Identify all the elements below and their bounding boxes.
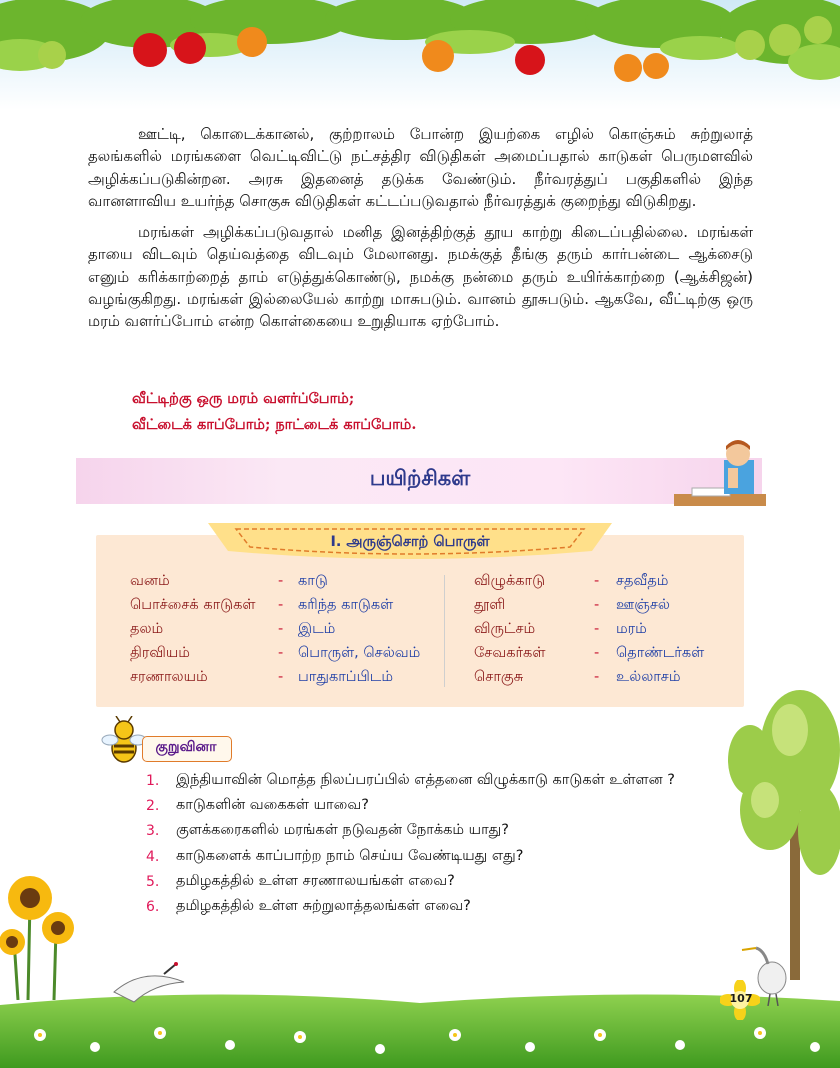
question-text: குளக்கரைகளில் மரங்கள் நடுவதன் நோக்கம் யாது? (176, 822, 509, 838)
glossary-dash: - (594, 573, 600, 589)
glossary-meaning: இடம் (298, 621, 336, 637)
glossary-meaning: உல்லாசம் (616, 669, 681, 685)
question-number: 6. (146, 899, 160, 915)
glossary-meaning: காடு (298, 573, 328, 589)
sunflower-icon (8, 876, 52, 920)
slogan-line: வீட்டைக் காப்போம்; நாட்டைக் காப்போம். (132, 416, 417, 433)
crane-bird-icon (104, 962, 188, 1010)
glossary-term: திரவியம் (130, 645, 190, 661)
glossary-dash: - (278, 645, 284, 661)
glossary-term: சேவகர்கள் (474, 645, 546, 661)
bee-mascot-icon (100, 716, 146, 766)
glossary-dash: - (594, 645, 600, 661)
glossary-title: I. அருஞ்சொற் பொருள் (330, 534, 490, 550)
question-number: 4. (146, 849, 160, 865)
glossary-term: சரணாலயம் (130, 669, 208, 685)
glossary-meaning: தொண்டர்கள் (616, 645, 705, 661)
glossary-meaning: ஊஞ்சல் (616, 597, 670, 613)
sunflower-icon (0, 929, 25, 955)
question-number: 2. (146, 798, 160, 814)
question-text: தமிழகத்தில் உள்ள சுற்றுலாத்தலங்கள் எவை? (176, 898, 471, 914)
glossary-meaning: பாதுகாப்பிடம் (298, 669, 394, 685)
glossary-term: சொகுசு (474, 669, 524, 685)
glossary-dash: - (278, 597, 284, 613)
glossary-divider (444, 575, 445, 687)
glossary-meaning: மரம் (616, 621, 647, 637)
slogan-line: வீட்டிற்கு ஒரு மரம் வளர்ப்போம்; (132, 390, 355, 407)
glossary-term: தலம் (130, 621, 164, 637)
glossary-term: பொச்சைக் காடுகள் (130, 597, 256, 613)
glossary-term: வனம் (130, 573, 170, 589)
question-number: 3. (146, 823, 160, 839)
paragraph-trees-benefit: மரங்கள் அழிக்கப்படுவதால் மனித இனத்திற்குத் தூய காற்று கிடைப்பதில்லை. மரங்கள் தாயை விடவும் தெய்வத்தை விடவும் மேலானது. நமக்குத் தீங்கு தரும் கார்பன்டை ஆக்சைடு எனும் கரிக்காற்றைத் தாம் எடுத்துக்கொண்டு, நமக்கு நன்மை தரும் உயிர்க்காற்றை (ஆக்சிஜன்) வழங்குகிறது. மரங்கள் இல்லையேல் காற்று மாசுபடும். வானம் தூசுபடும். ஆகவே, வீட்டிற்கு ஒரு மரம் வளர்ப்போம் என்ற கொள்கையை உறுதியாக ஏற்போம். (88, 223, 753, 331)
student-studying-icon (674, 438, 766, 508)
slogan (132, 386, 416, 438)
glossary-term: தூளி (474, 597, 506, 613)
question-text: இந்தியாவின் மொத்த நிலப்பரப்பில் எத்தனை விழுக்காடு காடுகள் உள்ளன ? (176, 772, 675, 788)
question-text: காடுகளின் வகைகள் யாவை? (176, 797, 369, 813)
sunflower-icon (42, 912, 74, 944)
glossary-dash: - (278, 669, 284, 685)
glossary-dash: - (594, 597, 600, 613)
body-paragraphs (88, 123, 753, 333)
question-number: 1. (146, 773, 160, 789)
glossary-term: விழுக்காடு (474, 573, 546, 589)
glossary-meaning: சதவீதம் (616, 573, 669, 589)
question-text: காடுகளைக் காப்பாற்ற நாம் செய்ய வேண்டியது எது? (176, 848, 524, 864)
short-question-label: குறுவினா (155, 739, 217, 755)
glossary-dash: - (594, 669, 600, 685)
glossary-dash: - (594, 621, 600, 637)
glossary-meaning: பொருள், செல்வம் (298, 645, 421, 661)
page-number: 107 (729, 992, 753, 1005)
glossary-meaning: கரிந்த காடுகள் (298, 597, 394, 613)
glossary-dash: - (278, 573, 284, 589)
paragraph-tourist-spots: ஊட்டி, கொடைக்கானல், குற்றாலம் போன்ற இயற்கை எழில் கொஞ்சும் சுற்றுலாத் தலங்களில் மரங்களை வெட்டிவிட்டு நட்சத்திர விடுதிகள் அமைப்பதால் காடுகள் பெருமளவில் அழிக்கப்படுகின்றன. அரசு இதனைத் தடுக்க வேண்டும். நீர்வரத்துப் பகுதிகளில் இந்த வானளாவிய உயர்ந்த சொகுசு விடுதிகள் கட்டப்படுவதால் நீர்வரத்துக் குறைந்து விடுகிறது. (88, 125, 753, 210)
question-number: 5. (146, 874, 160, 890)
glossary-term: விருட்சம் (474, 621, 536, 637)
fruit-tree-border (0, 0, 840, 110)
question-text: தமிழகத்தில் உள்ள சரணாலயங்கள் எவை? (176, 873, 455, 889)
glossary-dash: - (278, 621, 284, 637)
tree-illustration (720, 680, 840, 980)
exercises-title: பயிற்சிகள் (369, 466, 471, 490)
